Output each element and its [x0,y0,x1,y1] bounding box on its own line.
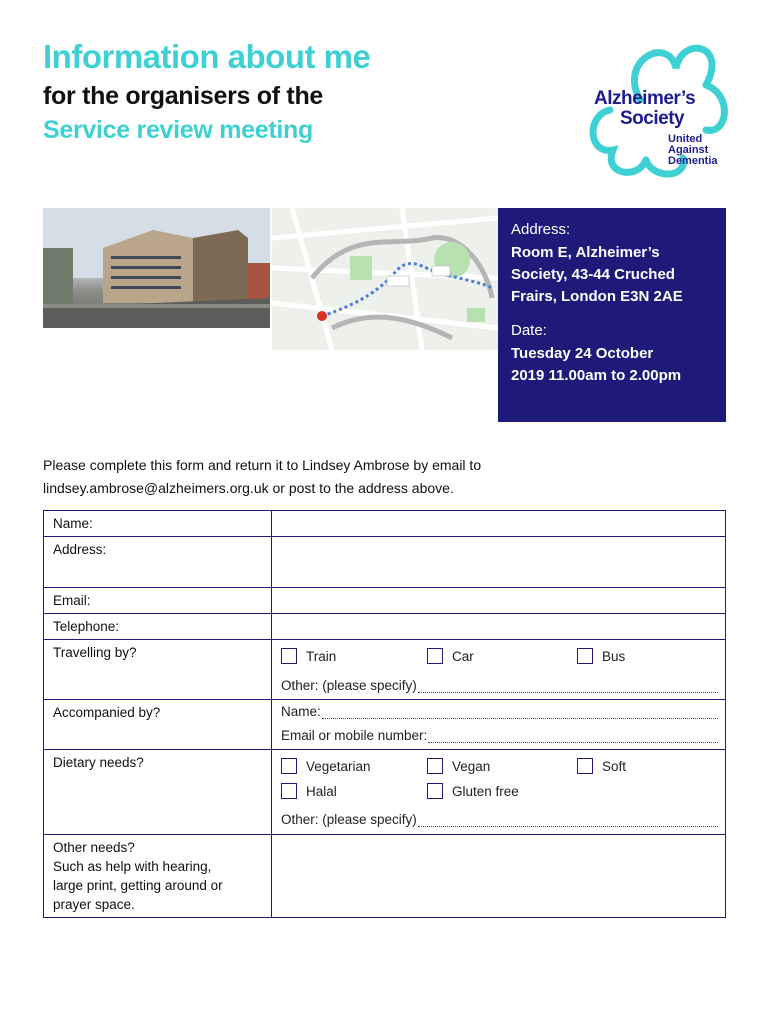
option-label: Halal [306,783,337,799]
dietary-option-vegan[interactable] [427,758,490,774]
name-label: Name: [44,511,272,536]
other-needs-label [44,835,272,917]
address-heading: Address: [511,221,571,238]
form-row-accompanied [44,700,725,750]
date-line-1: Tuesday 24 October [511,345,654,362]
form-row-email [44,588,725,614]
accompanied-contact-label: Email or mobile number: [281,728,428,743]
instructions-line-2: lindsey.ambrose@alzheimers.org.uk or post to the address above. [43,480,454,496]
address-line-1: Room E, Alzheimer’s [511,244,660,261]
title-line-3: Service review meeting [43,116,313,144]
travel-field [272,640,725,699]
dotted-line [418,681,718,693]
email-field[interactable] [272,588,725,613]
name-field[interactable] [272,511,725,536]
other-needs-hint [53,857,271,914]
dietary-field [272,750,725,834]
title-line-2: for the organisers of the [43,82,324,110]
option-label: Vegetarian [306,758,371,774]
checkbox-icon[interactable] [427,783,443,799]
form-row-address [44,537,725,588]
route-map [272,208,498,350]
option-label: Soft [602,758,627,774]
travel-label: Travelling by? [44,640,272,699]
option-label: Train [306,648,337,664]
form-row-telephone [44,614,725,640]
accompanied-name-field[interactable] [281,704,718,719]
event-info-box [498,208,726,422]
option-label: Car [452,648,474,664]
telephone-label: Telephone: [44,614,272,639]
logo-tagline [668,134,718,167]
dietary-option-gluten-free[interactable] [427,783,519,799]
checkbox-icon[interactable] [427,648,443,664]
travel-other-field[interactable] [281,678,718,693]
instructions [43,454,743,500]
form-row-travel [44,640,725,700]
option-label: Gluten free [452,783,519,799]
form-row-name [44,511,725,537]
other-needs-hint-3: prayer space. [53,897,135,912]
other-needs-field[interactable] [272,835,725,917]
other-needs-hint-1: Such as help with hearing, [53,859,212,874]
dotted-line [322,707,718,719]
dietary-other-field[interactable] [281,812,718,827]
information-form [43,510,726,918]
logo-tagline-1: United [668,133,703,145]
dietary-label: Dietary needs? [44,750,272,834]
checkbox-icon[interactable] [427,758,443,774]
checkbox-icon[interactable] [577,758,593,774]
telephone-field[interactable] [272,614,725,639]
title-line-1: Information about me [43,38,371,75]
checkbox-icon[interactable] [577,648,593,664]
form-row-other-needs [44,835,725,917]
checkbox-icon[interactable] [281,783,297,799]
email-label: Email: [44,588,272,613]
address-line-3: Frairs, London E3N 2AE [511,288,683,305]
logo-tagline-2: Against [668,144,709,156]
accompanied-contact-field[interactable] [281,728,718,743]
other-needs-hint-2: large print, getting around or [53,878,223,893]
travel-option-bus[interactable] [577,648,625,664]
instructions-line-1: Please complete this form and return it to Lindsey Ambrose by email to [43,457,482,473]
date-line-2: 2019 11.00am to 2.00pm [511,367,682,384]
checkbox-icon[interactable] [281,758,297,774]
checkbox-icon[interactable] [281,648,297,664]
logo-text-line2: Society [620,108,685,129]
accompanied-name-label: Name: [281,704,321,719]
option-label: Bus [602,648,626,664]
dietary-option-vegetarian[interactable] [281,758,371,774]
dotted-line [428,731,718,743]
travel-option-car[interactable] [427,648,474,664]
dotted-line [418,815,718,827]
dietary-other-label: Other: (please specify) [281,812,417,827]
dietary-option-soft[interactable] [577,758,626,774]
option-label: Vegan [452,758,491,774]
accompanied-label: Accompanied by? [44,700,272,749]
travel-option-train[interactable] [281,648,336,664]
accompanied-field [272,700,725,749]
date-heading: Date: [511,322,547,339]
other-needs-heading: Other needs? [53,840,135,855]
address-label: Address: [44,537,272,587]
travel-other-label: Other: (please specify) [281,678,417,693]
logo-text-line1: Alzheimer’s [594,88,696,109]
address-line-2: Society, 43-44 Cruched [511,266,675,283]
building-photo [43,208,270,328]
alzheimers-society-logo [588,40,733,180]
address-field[interactable] [272,537,725,587]
form-row-dietary [44,750,725,835]
logo-tagline-3: Dementia [668,155,718,167]
dietary-option-halal[interactable] [281,783,337,799]
